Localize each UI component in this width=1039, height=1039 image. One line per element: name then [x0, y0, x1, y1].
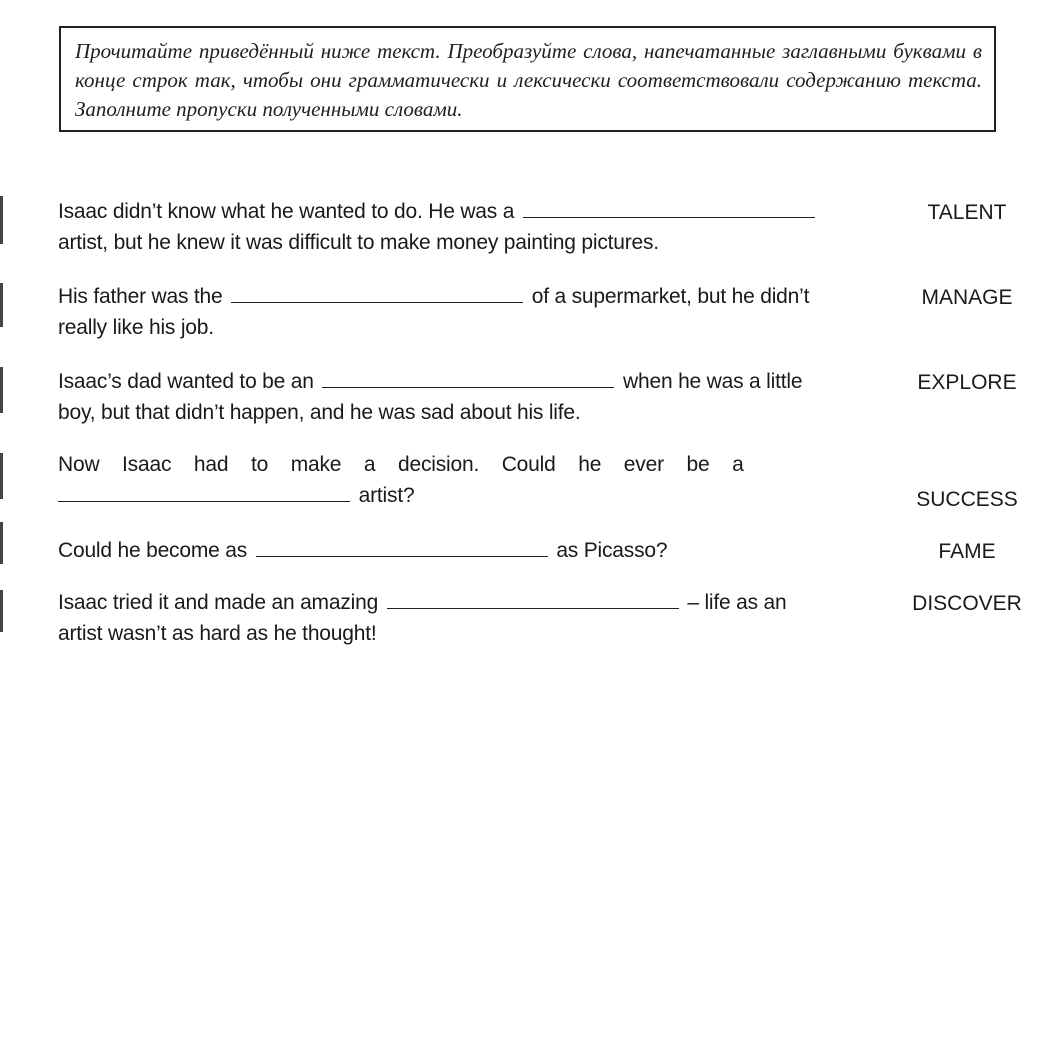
item-text-before: Isaac’s dad wanted to be an: [58, 370, 314, 393]
item-text-line2: boy, but that didn’t happen, and he was sad about his life.: [58, 401, 581, 424]
margin-mark: [0, 196, 3, 244]
item-text-line2: artist wasn’t as hard as he thought!: [58, 622, 377, 645]
exercise-item-1: [58, 196, 862, 258]
exercise-item-2: [58, 281, 862, 343]
margin-mark: [0, 453, 3, 499]
item-text-before: Could he become as: [58, 539, 248, 562]
answer-blank[interactable]: [322, 387, 614, 388]
item-text-line2: artist, but he knew it was difficult to make money painting pictures.: [58, 231, 659, 254]
margin-mark: [0, 283, 3, 327]
answer-blank[interactable]: [387, 608, 679, 609]
answer-blank[interactable]: [523, 217, 815, 218]
item-text-line2: really like his job.: [58, 316, 214, 339]
item-text-before: Isaac tried it and made an amazing: [58, 591, 379, 614]
item-text-line1: Now Isaac had to make a decision. Could he ever be a: [58, 453, 744, 476]
exercise-item-4: [58, 449, 862, 511]
item-text-before: Isaac didn’t know what he wanted to do. He was a: [58, 200, 515, 223]
item-text-after: of a supermarket, but he didn’t: [531, 285, 810, 308]
keyword-discover: DISCOVER: [912, 592, 1022, 615]
margin-mark: [0, 367, 3, 413]
exercise-item-5: [58, 535, 862, 566]
margin-mark: [0, 522, 3, 564]
instruction-text: Прочитайте приведённый ниже текст. Преобразуйте слова, напечатанные заглавными буквами в конце строк так, чтобы они грамматически и лексически соответствовали содержанию текста. Заполните пропуски полученными словами.: [75, 39, 982, 121]
keyword-fame: FAME: [938, 540, 996, 563]
keyword-manage: MANAGE: [921, 286, 1013, 309]
exercise-item-6: [58, 587, 862, 649]
keyword-success: SUCCESS: [916, 488, 1018, 511]
exercise-item-3: [58, 366, 862, 428]
item-text-before: His father was the: [58, 285, 223, 308]
keyword-talent: TALENT: [927, 201, 1007, 224]
answer-blank[interactable]: [58, 501, 350, 502]
item-text-after: as Picasso?: [556, 539, 668, 562]
item-text-after: artist?: [358, 484, 415, 507]
answer-blank[interactable]: [256, 556, 548, 557]
item-text-after: when he was a little: [623, 370, 803, 393]
keyword-explore: EXPLORE: [917, 371, 1017, 394]
answer-blank[interactable]: [231, 302, 523, 303]
instruction-box: [59, 26, 996, 132]
item-text-after: – life as an: [687, 591, 787, 614]
margin-mark: [0, 590, 3, 632]
